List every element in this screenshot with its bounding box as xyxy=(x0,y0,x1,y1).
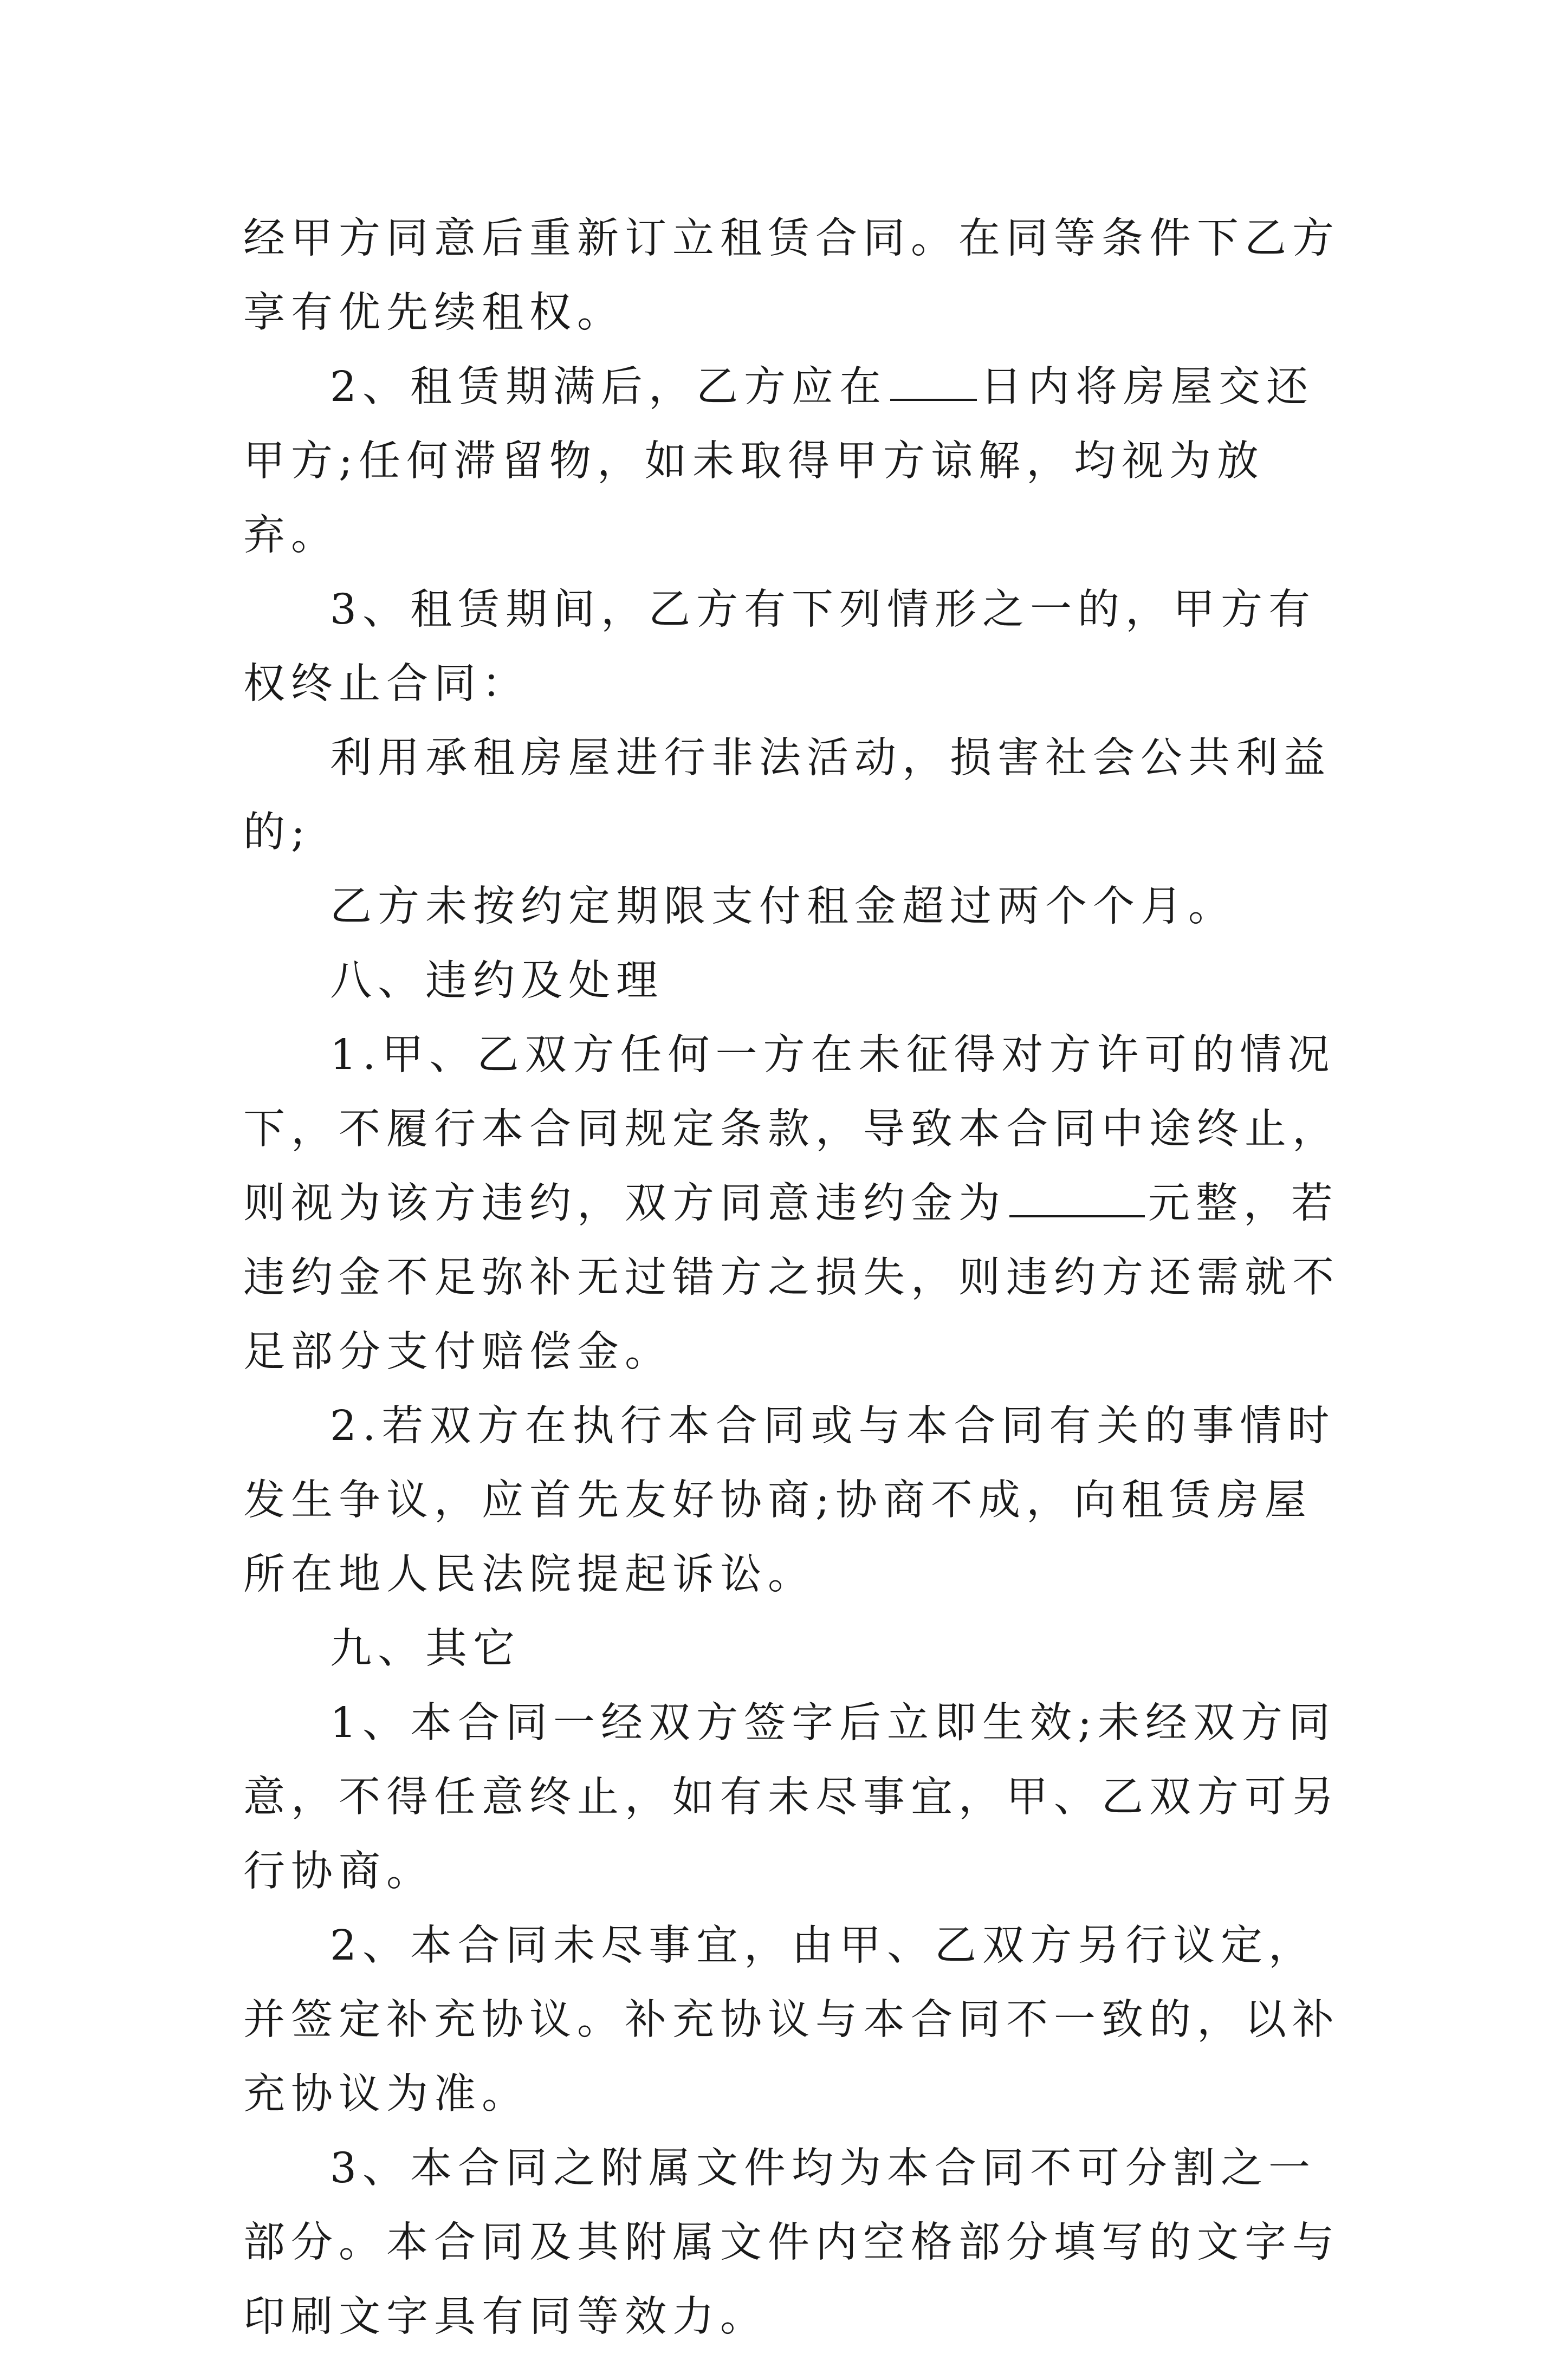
days-blank-field[interactable] xyxy=(890,366,977,401)
paragraph-effective-date: 1、本合同一经双方签字后立即生效;未经双方同意，不得任意终止，如有未尽事宜，甲、乙双方可另行协商。 xyxy=(243,1699,1340,1896)
paragraph-attached-documents: 3、本合同之附属文件均为本合同不可分割之一部分。本合同及其附属文件内空格部分填写的文字与印刷文字具有同等效力。 xyxy=(243,2144,1340,2341)
contract-text-body xyxy=(243,202,1354,2354)
paragraph-illegal-activity: 利用承租房屋进行非法活动，损害社会公共利益的; xyxy=(243,734,1331,857)
paragraph-return-property-before: 2、租赁期满后，乙方应在 xyxy=(330,363,887,411)
penalty-amount-blank-field[interactable] xyxy=(1009,1183,1145,1217)
paragraph-supplementary-agreement: 2、本合同未尽事宜，由甲、乙双方另行议定，并签定补充协议。补充协议与本合同不一致的，以补充协议为准。 xyxy=(243,1922,1340,2118)
paragraph-lease-renewal: 经甲方同意后重新订立租赁合同。在同等条件下乙方享有优先续租权。 xyxy=(243,215,1340,337)
paragraph-dispute-resolution: 2.若双方在执行本合同或与本合同有关的事情时发生争议，应首先友好协商;协商不成，向租赁房屋所在地人民法院提起诉讼。 xyxy=(243,1402,1336,1599)
paragraph-termination-conditions: 3、租赁期间，乙方有下列情形之一的，甲方有权终止合同： xyxy=(243,586,1316,708)
section-heading-breach: 八、违约及处理 xyxy=(330,957,664,1005)
paragraph-breach-penalty-before: 1.甲、乙双方任何一方在未征得对方许可的情况下，不履行本合同规定条款，导致本合同中途终止，则视为该方违约，双方同意违约金为 xyxy=(243,1031,1340,1228)
paragraph-return-property xyxy=(243,350,1354,573)
paragraph-breach-penalty-after: 元整，若违约金不足弥补无过错方之损失，则违约方还需就不足部分支付赔偿金。 xyxy=(243,1179,1340,1376)
paragraph-breach-penalty xyxy=(243,1018,1354,1389)
paragraph-rent-overdue: 乙方未按约定期限支付租金超过两个个月。 xyxy=(330,883,1236,931)
paragraph-return-property-after: 日内将房屋交还甲方;任何滞留物，如未取得甲方谅解，均视为放弃。 xyxy=(243,363,1314,560)
section-heading-other: 九、其它 xyxy=(330,1625,521,1673)
